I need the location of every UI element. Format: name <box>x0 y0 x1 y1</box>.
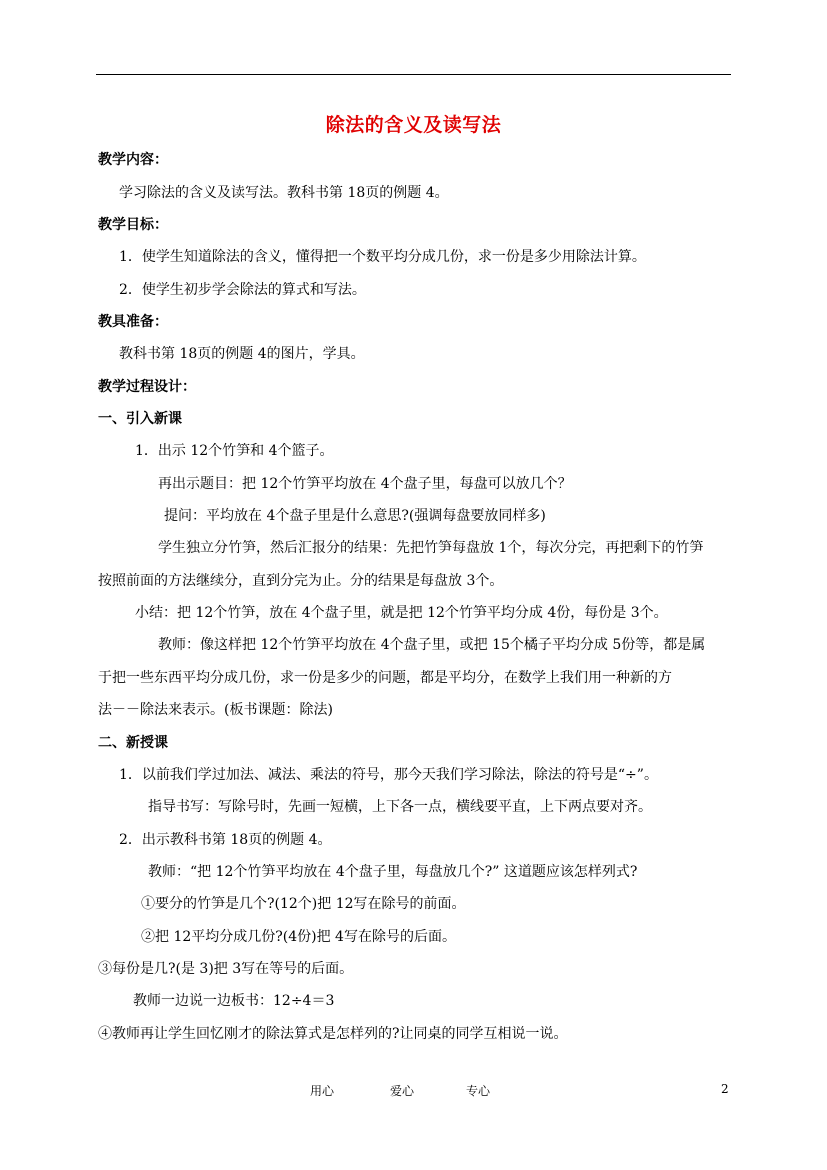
paragraph: 2．使学生初步学会除法的算式和写法。 <box>119 282 366 298</box>
page-title: 除法的含义及读写法 <box>325 114 502 136</box>
paragraph: 教师一边说一边板书：12÷4＝3 <box>133 993 335 1009</box>
paragraph: 小结：把 12个竹笋，放在 4个盘子里，就是把 12个竹笋平均分成 4份，每份是 3个。 <box>135 605 668 621</box>
paragraph: 2．出示教科书第 18页的例题 4。 <box>119 832 332 848</box>
paragraph: 学生独立分竹笋，然后汇报分的结果：先把竹笋每盘放 1个，每次分完，再把剩下的竹笋 <box>158 540 704 556</box>
paragraph: 学习除法的含义及读写法。教科书第 18页的例题 4。 <box>119 185 449 201</box>
footer-item: 专心 <box>466 1084 491 1098</box>
paragraph: ②把 12平均分成几份?(4份)把 4写在除号的后面。 <box>141 929 456 945</box>
heading-teaching-aids: 教具准备： <box>98 314 168 330</box>
heading-teaching-goals: 教学目标： <box>98 217 168 233</box>
paragraph: ③每份是几?(是 3)把 3写在等号的后面。 <box>98 961 354 977</box>
paragraph: 教师：“把 12个竹笋平均放在 4个盘子里，每盘放几个?” 这道题应该怎样列式? <box>148 864 638 880</box>
paragraph: 1．出示 12个竹笋和 4个篮子。 <box>135 443 334 459</box>
footer-item: 爱心 <box>390 1084 415 1098</box>
paragraph: ①要分的竹笋是几个?(12个)把 12写在除号的前面。 <box>141 896 466 912</box>
heading-teaching-content: 教学内容： <box>98 152 168 168</box>
header-rule <box>96 74 731 75</box>
paragraph: 法－－除法来表示。(板书课题：除法) <box>98 702 333 718</box>
paragraph: 1．以前我们学过加法、减法、乘法的符号，那今天我们学习除法，除法的符号是“÷”。 <box>119 767 658 783</box>
paragraph: 再出示题目：把 12个竹笋平均放在 4个盘子里，每盘可以放几个？ <box>158 476 572 492</box>
footer-item: 用心 <box>310 1084 335 1098</box>
paragraph: ④教师再让学生回忆刚才的除法算式是怎样列的?让同桌的同学互相说一说。 <box>98 1026 568 1042</box>
paragraph: 教师：像这样把 12个竹笋平均放在 4个盘子里，或把 15个橘子平均分成 5份等，都是属 <box>158 637 706 653</box>
page-number: 2 <box>721 1082 729 1096</box>
paragraph: 教科书第 18页的例题 4的图片，学具。 <box>119 346 365 362</box>
paragraph: 指导书写：写除号时，先画一短横，上下各一点，横线要平直，上下两点要对齐。 <box>148 799 652 815</box>
section-heading-1: 一、引入新课 <box>98 411 182 427</box>
paragraph: 1．使学生知道除法的含义，懂得把一个数平均分成几份，求一份是多少用除法计算。 <box>119 249 646 265</box>
paragraph: 提问：平均放在 4个盘子里是什么意思?(强调每盘要放同样多) <box>164 508 546 524</box>
paragraph: 于把一些东西平均分成几份，求一份是多少的问题，都是平均分，在数学上我们用一种新的方 <box>98 670 672 686</box>
section-heading-2: 二、新授课 <box>98 735 168 751</box>
paragraph: 按照前面的方法继续分，直到分完为止。分的结果是每盘放 3个。 <box>98 573 504 589</box>
heading-teaching-process: 教学过程设计： <box>98 379 196 395</box>
